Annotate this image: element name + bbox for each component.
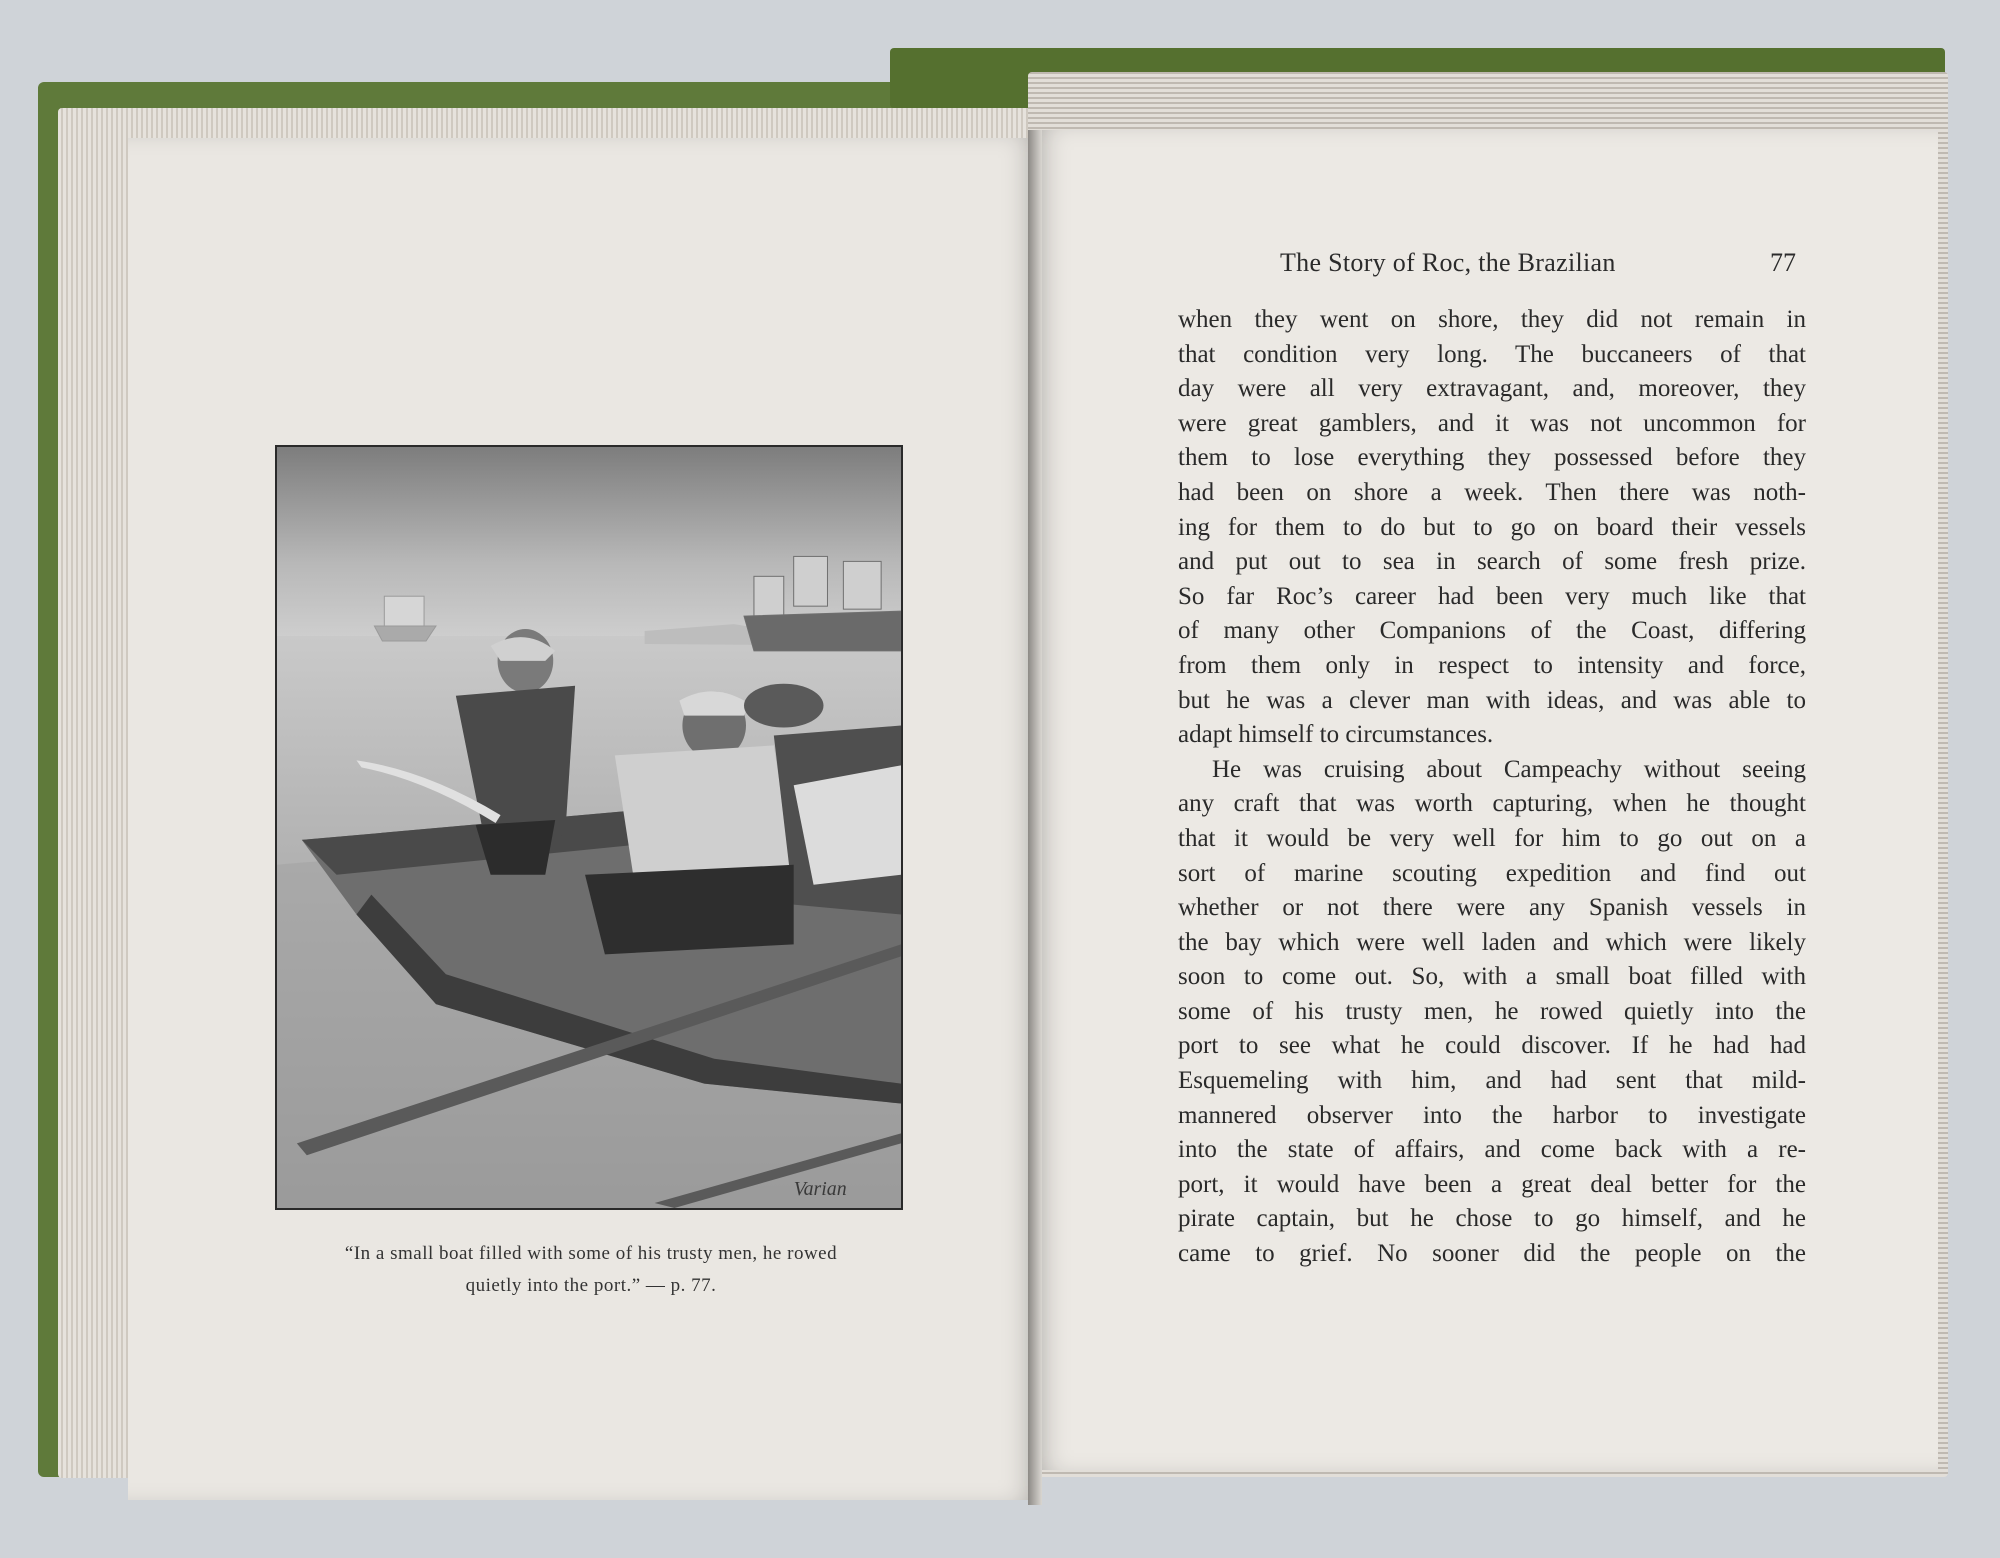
text-line: day were all very extravagant, and, moreover, they [1178, 375, 1806, 403]
book-gutter [1028, 130, 1042, 1505]
illustration-plate [275, 445, 903, 1210]
text-line: So far Roc’s career had been very much like that [1178, 582, 1806, 610]
running-head: The Story of Roc, the Brazilian [1280, 248, 1616, 277]
illustration-caption [262, 1238, 920, 1302]
text-line: port to see what he could discover. If he had had [1178, 1032, 1806, 1060]
caption-line: “In a small boat filled with some of his trusty men, he rowed [344, 1243, 838, 1264]
text-line: soon to come out. So, with a small boat filled with [1178, 963, 1806, 991]
text-line: ing for them to do but to go on board their vessels [1178, 513, 1806, 541]
text-line: some of his trusty men, he rowed quietly into the [1178, 997, 1806, 1025]
text-line: from them only in respect to intensity and force, [1178, 651, 1806, 679]
text-line: pirate captain, but he chose to go himself, and he [1178, 1205, 1806, 1233]
text-line: Esquemeling with him, and had sent that mild- [1178, 1067, 1806, 1095]
text-line: had been on shore a week. Then there was noth- [1178, 478, 1806, 506]
text-line: were great gamblers, and it was not uncommon for [1178, 409, 1806, 437]
artist-signature: Varian [793, 1178, 847, 1201]
text-line: that condition very long. The buccaneers of that [1178, 340, 1806, 368]
text-line: into the state of affairs, and come back with a re- [1178, 1136, 1806, 1164]
caption-line: quietly into the port.” — p. 77. [465, 1275, 717, 1296]
text-line: adapt himself to circumstances. [1178, 721, 1494, 749]
text-line: but he was a clever man with ideas, and was able to [1178, 686, 1806, 714]
text-line: that it would be very well for him to go out on a [1178, 824, 1806, 852]
text-line: port, it would have been a great deal better for the [1178, 1170, 1806, 1198]
text-line: sort of marine scouting expedition and find out [1178, 859, 1806, 887]
text-line: the bay which were well laden and which were likely [1178, 928, 1806, 956]
text-line: of many other Companions of the Coast, differing [1178, 617, 1806, 645]
text-line: came to grief. No sooner did the people on the [1178, 1240, 1806, 1268]
text-line: He was cruising about Campeachy without seeing [1212, 755, 1806, 783]
pirate-boat-illustration [277, 447, 901, 1208]
text-line: them to lose everything they possessed before they [1178, 444, 1806, 472]
text-line: when they went on shore, they did not remain in [1178, 306, 1806, 333]
text-line: mannered observer into the harbor to investigate [1178, 1101, 1806, 1129]
page-number: 77 [1770, 248, 1796, 277]
text-line: whether or not there were any Spanish vessels in [1178, 894, 1806, 922]
body-text [1178, 303, 1806, 1272]
text-line: and put out to sea in search of some fresh prize. [1178, 548, 1806, 576]
text-line: any craft that was worth capturing, when he thought [1178, 790, 1806, 818]
